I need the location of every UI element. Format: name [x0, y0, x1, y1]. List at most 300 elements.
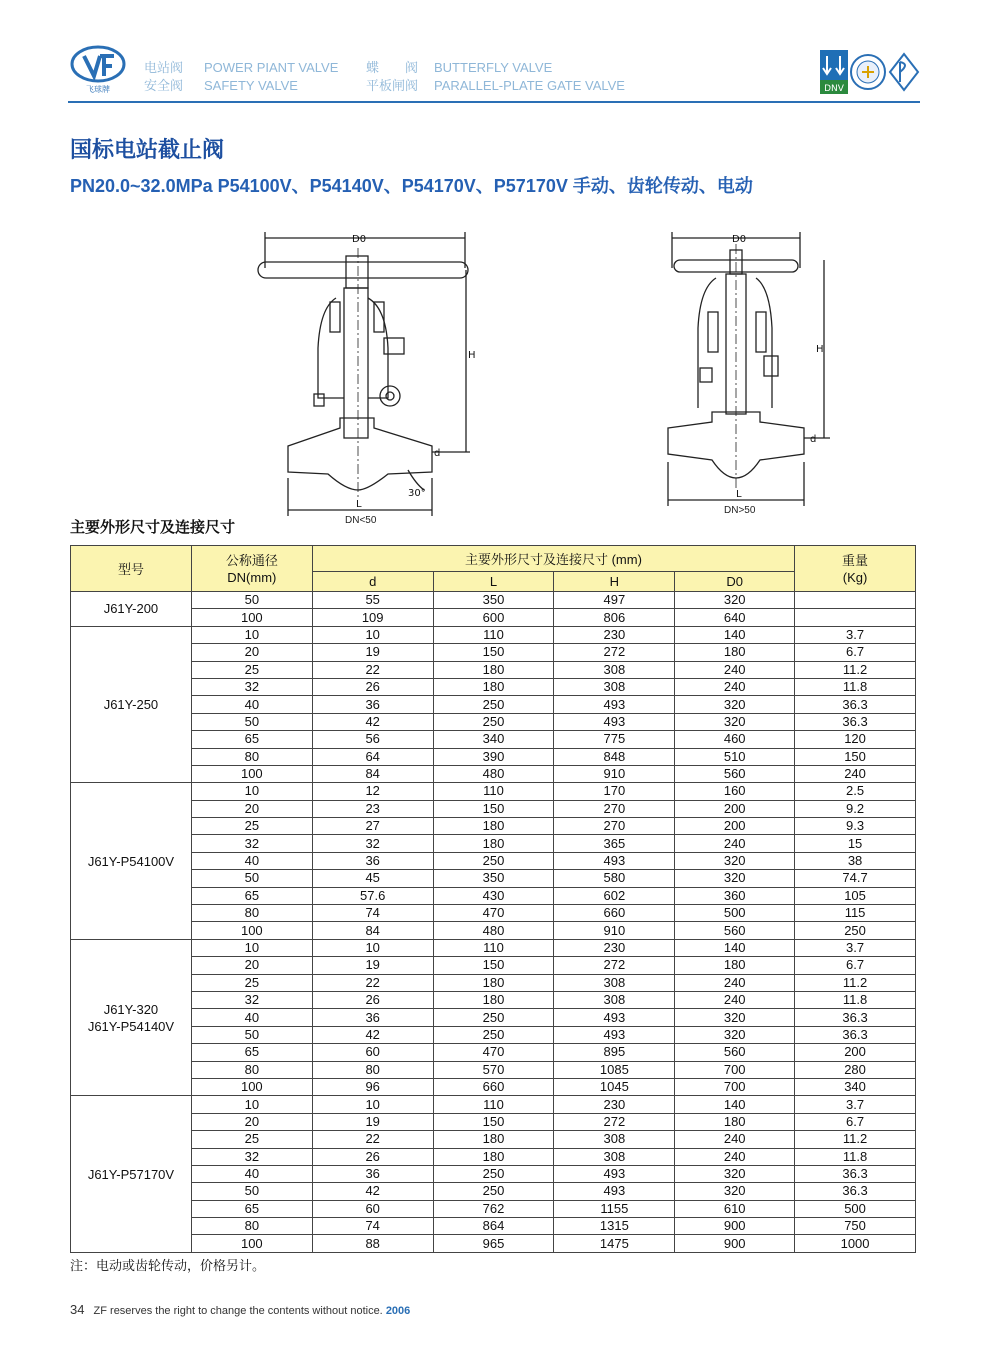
- table-cell: 140: [675, 939, 795, 956]
- table-cell: 1000: [795, 1235, 916, 1252]
- table-cell: 560: [675, 922, 795, 939]
- header-col-en1: POWER PIANT VALVE SAFETY VALVE: [204, 60, 339, 93]
- table-cell: 493: [554, 1165, 675, 1182]
- table-cell: 200: [795, 1044, 916, 1061]
- table-cell: 848: [554, 748, 675, 765]
- table-row: [71, 678, 916, 695]
- table-cell: 900: [675, 1235, 795, 1252]
- table-cell: 180: [433, 1131, 554, 1148]
- table-row: [71, 905, 916, 922]
- table-cell: 50: [191, 1026, 312, 1043]
- table-cell: 700: [675, 1061, 795, 1078]
- table-cell: 32: [312, 835, 433, 852]
- table-cell: 320: [675, 1009, 795, 1026]
- table-cell: 895: [554, 1044, 675, 1061]
- table-cell: 64: [312, 748, 433, 765]
- table-cell: 74.7: [795, 870, 916, 887]
- table-cell: 250: [433, 1026, 554, 1043]
- table-cell: 560: [675, 1044, 795, 1061]
- header-col-en2: BUTTERFLY VALVE PARALLEL-PLATE GATE VALVE: [434, 60, 625, 93]
- table-cell: 470: [433, 905, 554, 922]
- header-dn: 公称通径 DN(mm): [191, 546, 312, 592]
- table-cell: 700: [675, 1078, 795, 1095]
- svg-text:H: H: [468, 350, 476, 361]
- table-cell: 180: [433, 974, 554, 991]
- table-cell: 42: [312, 1183, 433, 1200]
- table-row: [71, 626, 916, 643]
- table-cell: 100: [191, 609, 312, 626]
- table-cell: 88: [312, 1235, 433, 1252]
- table-cell: 610: [675, 1200, 795, 1217]
- table-cell: 11.2: [795, 1131, 916, 1148]
- dnv-logo-icon: [820, 50, 848, 94]
- table-cell: 65: [191, 1200, 312, 1217]
- table-cell: 11.8: [795, 678, 916, 695]
- table-cell: 806: [554, 609, 675, 626]
- header-col-cn1: 电站阀 安全阀: [144, 60, 184, 93]
- table-cell: 56: [312, 731, 433, 748]
- svg-text:H: H: [816, 344, 824, 355]
- table-cell: 240: [675, 974, 795, 991]
- table-cell: 25: [191, 818, 312, 835]
- table-cell: 1315: [554, 1218, 675, 1235]
- table-cell: 84: [312, 922, 433, 939]
- table-cell: 240: [675, 835, 795, 852]
- table-cell: 10: [312, 626, 433, 643]
- table-cell: 272: [554, 644, 675, 661]
- table-cell: 240: [675, 661, 795, 678]
- table-cell: 200: [675, 800, 795, 817]
- table-row: [71, 765, 916, 782]
- table-cell: 250: [433, 696, 554, 713]
- table-cell: 150: [433, 957, 554, 974]
- table-cell: 340: [795, 1078, 916, 1095]
- table-cell: 240: [675, 991, 795, 1008]
- table-cell: 460: [675, 731, 795, 748]
- table-cell: 32: [191, 991, 312, 1008]
- drawing-small-caption: DN<50: [345, 515, 377, 526]
- table-cell: 900: [675, 1218, 795, 1235]
- table-row: [71, 661, 916, 678]
- table-row: [71, 1026, 916, 1043]
- footer-text: ZF reserves the right to change the contents without notice.: [93, 1305, 383, 1317]
- table-cell: 150: [433, 800, 554, 817]
- table-cell: 240: [795, 765, 916, 782]
- model-cell: J61Y-200: [71, 592, 192, 627]
- table-cell: 50: [191, 713, 312, 730]
- table-cell: 36.3: [795, 713, 916, 730]
- dimensions-table: [70, 545, 916, 1253]
- table-row: [71, 1096, 916, 1113]
- table-cell: 180: [433, 818, 554, 835]
- table-cell: 480: [433, 765, 554, 782]
- table-cell: 40: [191, 852, 312, 869]
- table-cell: 510: [675, 748, 795, 765]
- table-cell: 80: [191, 1218, 312, 1235]
- table-cell: 580: [554, 870, 675, 887]
- table-cell: 10: [191, 783, 312, 800]
- table-cell: 250: [433, 713, 554, 730]
- table-cell: 180: [433, 991, 554, 1008]
- table-cell: 100: [191, 765, 312, 782]
- table-cell: 60: [312, 1200, 433, 1217]
- table-cell: 308: [554, 661, 675, 678]
- table-cell: 40: [191, 1009, 312, 1026]
- table-cell: 493: [554, 1183, 675, 1200]
- table-cell: 22: [312, 1131, 433, 1148]
- table-row: [71, 1165, 916, 1182]
- table-cell: 26: [312, 1148, 433, 1165]
- table-cell: 32: [191, 678, 312, 695]
- table-cell: 602: [554, 887, 675, 904]
- table-cell: 19: [312, 1113, 433, 1130]
- table-row: [71, 696, 916, 713]
- table-cell: 250: [433, 1165, 554, 1182]
- brand-logo-icon: [70, 42, 130, 94]
- table-cell: 23: [312, 800, 433, 817]
- table-cell: 250: [433, 852, 554, 869]
- table-cell: 180: [433, 678, 554, 695]
- table-cell: 320: [675, 870, 795, 887]
- header-dimensions: 主要外形尺寸及连接尺寸 (mm): [312, 546, 794, 572]
- table-cell: 308: [554, 1131, 675, 1148]
- table-cell: 864: [433, 1218, 554, 1235]
- table-cell: 36: [312, 852, 433, 869]
- table-cell: 470: [433, 1044, 554, 1061]
- table-cell: 270: [554, 818, 675, 835]
- table-row: [71, 713, 916, 730]
- table-row: [71, 1200, 916, 1217]
- table-cell: 55: [312, 592, 433, 609]
- table-cell: 600: [433, 609, 554, 626]
- table-cell: 320: [675, 852, 795, 869]
- table-cell: 493: [554, 1009, 675, 1026]
- table-cell: 105: [795, 887, 916, 904]
- table-cell: 200: [675, 818, 795, 835]
- table-cell: 308: [554, 1148, 675, 1165]
- table-cell: 36: [312, 1009, 433, 1026]
- table-cell: 560: [675, 765, 795, 782]
- table-cell: 80: [191, 905, 312, 922]
- table-cell: 180: [433, 1148, 554, 1165]
- table-row: [71, 1113, 916, 1130]
- table-cell: 500: [795, 1200, 916, 1217]
- model-cell: J61Y-250: [71, 626, 192, 783]
- header-model: 型号: [71, 546, 192, 592]
- price-note: 注：电动或齿轮传动，价格另计。: [70, 1258, 266, 1273]
- table-cell: 150: [433, 644, 554, 661]
- table-cell: 240: [675, 1131, 795, 1148]
- svg-text:30°: 30°: [408, 488, 426, 499]
- table-cell: 1045: [554, 1078, 675, 1095]
- table-cell: 3.7: [795, 939, 916, 956]
- table-cell: 180: [675, 957, 795, 974]
- table-cell: 500: [675, 905, 795, 922]
- table-cell: 36.3: [795, 1026, 916, 1043]
- table-cell: 230: [554, 939, 675, 956]
- table-cell: 50: [191, 1183, 312, 1200]
- table-cell: 493: [554, 713, 675, 730]
- table-cell: 365: [554, 835, 675, 852]
- model-cell: J61Y-P57170V: [71, 1096, 192, 1253]
- table-cell: 493: [554, 1026, 675, 1043]
- table-cell: 36.3: [795, 1009, 916, 1026]
- table-row: [71, 887, 916, 904]
- table-cell: 140: [675, 1096, 795, 1113]
- svg-text:DNV: DNV: [824, 84, 844, 94]
- table-row: [71, 1061, 916, 1078]
- table-cell: 150: [795, 748, 916, 765]
- table-cell: 6.7: [795, 957, 916, 974]
- svg-text:D0: D0: [352, 234, 367, 245]
- table-cell: 180: [433, 661, 554, 678]
- table-cell: 320: [675, 1026, 795, 1043]
- table-cell: 6.7: [795, 644, 916, 661]
- header-weight: 重量 (Kg): [795, 546, 916, 592]
- table-cell: 40: [191, 1165, 312, 1182]
- table-cell: 36: [312, 696, 433, 713]
- model-cell: J61Y-320 J61Y-P54140V: [71, 939, 192, 1096]
- table-cell: 250: [795, 922, 916, 939]
- table-cell: 20: [191, 1113, 312, 1130]
- table-row: [71, 592, 916, 609]
- table-cell: 11.2: [795, 974, 916, 991]
- table-row: [71, 835, 916, 852]
- table-cell: 80: [191, 748, 312, 765]
- table-row: [71, 870, 916, 887]
- table-cell: 84: [312, 765, 433, 782]
- table-cell: 57.6: [312, 887, 433, 904]
- header-h: H: [554, 572, 675, 592]
- table-cell: 570: [433, 1061, 554, 1078]
- table-cell: 65: [191, 731, 312, 748]
- header-rule: [68, 101, 920, 103]
- table-cell: 1085: [554, 1061, 675, 1078]
- table-cell: 308: [554, 678, 675, 695]
- table-row: [71, 1131, 916, 1148]
- table-cell: 10: [191, 626, 312, 643]
- table-cell: 660: [433, 1078, 554, 1095]
- table-cell: 50: [191, 592, 312, 609]
- table-cell: 74: [312, 905, 433, 922]
- table-cell: 19: [312, 644, 433, 661]
- table-cell: 240: [675, 678, 795, 695]
- table-cell: 110: [433, 783, 554, 800]
- table-cell: 9.2: [795, 800, 916, 817]
- table-cell: 60: [312, 1044, 433, 1061]
- table-cell: 110: [433, 939, 554, 956]
- table-cell: 11.8: [795, 1148, 916, 1165]
- table-cell: 350: [433, 870, 554, 887]
- table-row: [71, 974, 916, 991]
- table-cell: 3.7: [795, 626, 916, 643]
- header-l: L: [433, 572, 554, 592]
- table-row: [71, 1183, 916, 1200]
- page-footer: [70, 1302, 410, 1317]
- table-cell: 11.2: [795, 661, 916, 678]
- table-row: [71, 800, 916, 817]
- certification-logos: [820, 48, 920, 103]
- table-row: [71, 783, 916, 800]
- svg-text:d: d: [434, 448, 441, 459]
- table-cell: 36.3: [795, 696, 916, 713]
- table-cell: 1155: [554, 1200, 675, 1217]
- table-row: [71, 731, 916, 748]
- svg-text:L: L: [736, 489, 742, 500]
- table-cell: 272: [554, 957, 675, 974]
- table-cell: 11.8: [795, 991, 916, 1008]
- table-row: [71, 818, 916, 835]
- svg-text:D0: D0: [732, 234, 747, 245]
- page-title: 国标电站截止阀: [70, 137, 225, 162]
- table-cell: 74: [312, 1218, 433, 1235]
- table-row: [71, 609, 916, 626]
- table-cell: 19: [312, 957, 433, 974]
- table-cell: 10: [312, 939, 433, 956]
- table-cell: 150: [433, 1113, 554, 1130]
- page-header: [68, 40, 918, 102]
- table-cell: 250: [433, 1009, 554, 1026]
- table-cell: 497: [554, 592, 675, 609]
- table-cell: 36: [312, 1165, 433, 1182]
- table-cell: 350: [433, 592, 554, 609]
- page-number: 34: [70, 1302, 85, 1317]
- table-cell: 115: [795, 905, 916, 922]
- table-cell: 27: [312, 818, 433, 835]
- svg-text:d: d: [810, 434, 817, 445]
- table-cell: 640: [675, 609, 795, 626]
- table-cell: 110: [433, 1096, 554, 1113]
- table-cell: [795, 609, 916, 626]
- table-cell: 26: [312, 678, 433, 695]
- table-cell: 10: [191, 1096, 312, 1113]
- table-cell: 80: [191, 1061, 312, 1078]
- header-d0: D0: [675, 572, 795, 592]
- table-cell: 308: [554, 991, 675, 1008]
- table-cell: 42: [312, 713, 433, 730]
- table-cell: 96: [312, 1078, 433, 1095]
- table-cell: 50: [191, 870, 312, 887]
- table-cell: 270: [554, 800, 675, 817]
- table-cell: 320: [675, 1183, 795, 1200]
- table-cell: 230: [554, 626, 675, 643]
- table-cell: [795, 592, 916, 609]
- table-row: [71, 1235, 916, 1252]
- table-cell: 320: [675, 1165, 795, 1182]
- table-cell: 25: [191, 1131, 312, 1148]
- table-cell: 320: [675, 696, 795, 713]
- table-title: 主要外形尺寸及连接尺寸: [70, 519, 236, 536]
- table-cell: 110: [433, 626, 554, 643]
- table-body: [71, 592, 916, 1253]
- table-cell: 15: [795, 835, 916, 852]
- table-row: [71, 644, 916, 661]
- table-cell: 762: [433, 1200, 554, 1217]
- table-cell: 40: [191, 696, 312, 713]
- table-cell: 272: [554, 1113, 675, 1130]
- api-monogram-icon: [890, 54, 918, 90]
- header-d: d: [312, 572, 433, 592]
- table-cell: 360: [675, 887, 795, 904]
- table-row: [71, 922, 916, 939]
- table-row: [71, 1218, 916, 1235]
- svg-text:L: L: [356, 499, 362, 510]
- table-cell: 280: [795, 1061, 916, 1078]
- table-cell: 750: [795, 1218, 916, 1235]
- svg-text:飞球牌: 飞球牌: [86, 85, 110, 94]
- table-cell: 32: [191, 1148, 312, 1165]
- table-cell: 100: [191, 1078, 312, 1095]
- table-cell: 25: [191, 974, 312, 991]
- table-cell: 660: [554, 905, 675, 922]
- table-row: [71, 1078, 916, 1095]
- table-cell: 65: [191, 887, 312, 904]
- table-cell: 36.3: [795, 1165, 916, 1182]
- table-cell: 1475: [554, 1235, 675, 1252]
- table-cell: 170: [554, 783, 675, 800]
- table-cell: 38: [795, 852, 916, 869]
- table-cell: 12: [312, 783, 433, 800]
- page-subtitle: PN20.0~32.0MPa P54100V、P54140V、P54170V、P57170V 手动、齿轮传动、电动: [70, 176, 753, 196]
- table-row: [71, 991, 916, 1008]
- table-cell: 42: [312, 1026, 433, 1043]
- table-row: [71, 748, 916, 765]
- table-cell: 6.7: [795, 1113, 916, 1130]
- table-cell: 2.5: [795, 783, 916, 800]
- table-cell: 160: [675, 783, 795, 800]
- table-cell: 10: [312, 1096, 433, 1113]
- footer-year: 2006: [385, 1305, 411, 1317]
- table-cell: 65: [191, 1044, 312, 1061]
- header-col-cn2: 蝶 阀 平板闸阀: [366, 60, 419, 93]
- valve-drawing-small: [248, 228, 478, 518]
- table-row: [71, 939, 916, 956]
- table-cell: 80: [312, 1061, 433, 1078]
- table-cell: 180: [433, 835, 554, 852]
- table-cell: 230: [554, 1096, 675, 1113]
- table-cell: 36.3: [795, 1183, 916, 1200]
- table-row: [71, 1148, 916, 1165]
- valve-drawing-large: [660, 228, 840, 518]
- table-cell: 9.3: [795, 818, 916, 835]
- table-cell: 308: [554, 974, 675, 991]
- table-cell: 140: [675, 626, 795, 643]
- table-cell: 910: [554, 765, 675, 782]
- table-cell: 180: [675, 644, 795, 661]
- table-cell: 390: [433, 748, 554, 765]
- table-cell: 775: [554, 731, 675, 748]
- table-cell: 240: [675, 1148, 795, 1165]
- table-cell: 100: [191, 922, 312, 939]
- table-cell: 120: [795, 731, 916, 748]
- table-cell: 100: [191, 1235, 312, 1252]
- table-cell: 493: [554, 852, 675, 869]
- table-cell: 250: [433, 1183, 554, 1200]
- drawing-large-caption: DN>50: [724, 505, 756, 516]
- model-cell: J61Y-P54100V: [71, 783, 192, 940]
- table-cell: 25: [191, 661, 312, 678]
- table-cell: 430: [433, 887, 554, 904]
- table-row: [71, 957, 916, 974]
- table-cell: 109: [312, 609, 433, 626]
- table-cell: 20: [191, 644, 312, 661]
- table-cell: 45: [312, 870, 433, 887]
- table-cell: 10: [191, 939, 312, 956]
- table-cell: 3.7: [795, 1096, 916, 1113]
- table-cell: 180: [675, 1113, 795, 1130]
- table-row: [71, 852, 916, 869]
- table-row: [71, 1009, 916, 1026]
